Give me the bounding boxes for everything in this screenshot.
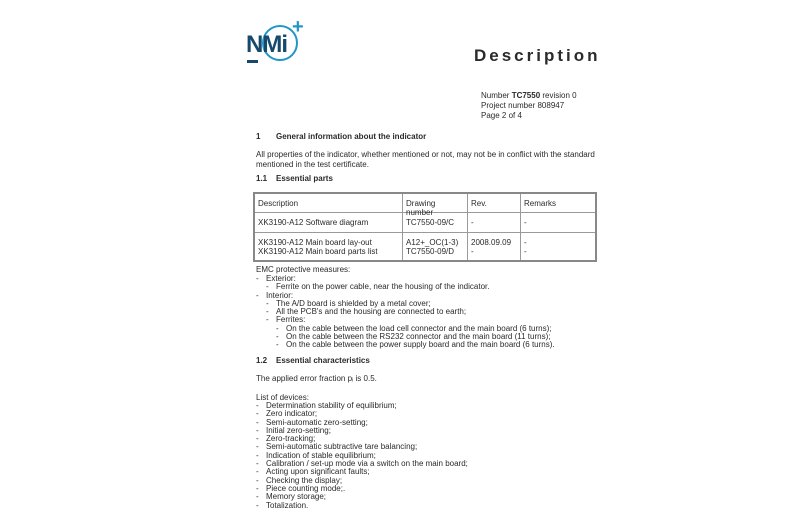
document-meta	[481, 91, 577, 121]
list-item-text: Initial zero-setting;	[266, 425, 331, 435]
list-bullet: -	[256, 434, 259, 444]
table-cell: TC7550-09/C	[403, 213, 468, 232]
list-bullet: -	[256, 425, 259, 435]
table-cell: XK3190-A12 Software diagram	[255, 213, 403, 232]
list-item-text: Checking the display;	[266, 475, 343, 485]
table-header: Remarks	[524, 199, 557, 208]
list-bullet: -	[256, 467, 259, 477]
logo-plus-icon: +	[292, 16, 304, 38]
list-bullet: -	[266, 315, 269, 325]
list-bullet: -	[256, 401, 259, 410]
list-item-text: On the cable between the load cell connector and the main board (6 turns);	[286, 323, 552, 333]
logo-text: NMi	[246, 31, 287, 58]
list-bullet: -	[266, 298, 269, 308]
list-bullet: -	[256, 492, 259, 502]
list-item-text: On the cable between the power supply board and the main board (6 turns).	[286, 340, 555, 350]
table-cell: 2008.09.09 -	[468, 233, 521, 260]
list-item-text: Semi-automatic subtractive tare balancing;	[266, 442, 418, 452]
table-row	[255, 213, 595, 233]
section-1-text: All properties of the indicator, whether mentioned or not, may not be in conflict with the standard mentioned in the test certificate.	[256, 150, 595, 169]
emc-measures-list	[256, 275, 555, 350]
table-cell: XK3190-A12 Main board lay-out XK3190-A12 Main board parts list	[255, 233, 403, 260]
nmi-logo	[244, 16, 308, 66]
list-item-text: Acting upon significant faults;	[266, 467, 370, 477]
essential-parts-table	[253, 192, 597, 262]
table-cell: -	[468, 213, 521, 232]
list-bullet: -	[256, 409, 259, 419]
list-item-text: Indication of stable equilibrium;	[266, 450, 376, 460]
list-bullet: -	[256, 500, 259, 510]
list-item-text: Interior:	[266, 290, 294, 300]
list-item-text: The A/D board is shielded by a metal cover;	[276, 298, 431, 308]
page-number: Page 2 of 4	[481, 111, 522, 120]
list-item-text: Calibration / set-up mode via a switch on the main board;	[266, 459, 468, 469]
section-1-heading: 1 General information about the indicator	[256, 132, 427, 141]
list-bullet: -	[276, 323, 279, 333]
list-bullet: -	[266, 282, 269, 292]
certificate-number: Number TC7550 revision 0	[481, 91, 577, 100]
devices-intro: List of devices:	[256, 393, 309, 402]
list-item-text: Piece counting mode;.	[266, 483, 346, 493]
table-cell: A12+_OC(1-3) TC7550-09/D	[403, 233, 468, 260]
emc-intro: EMC protective measures:	[256, 265, 351, 274]
table-row	[255, 233, 595, 260]
section-1-1-heading: 1.1 Essential parts	[256, 174, 333, 183]
list-bullet: -	[256, 417, 259, 427]
list-item-text: All the PCB's and the housing are connected to earth;	[276, 307, 467, 317]
list-item-text: Zero indicator;	[266, 409, 318, 419]
devices-list	[256, 402, 468, 510]
list-item-text: Zero-tracking;	[266, 434, 316, 444]
list-item-text: Semi-automatic zero-setting;	[266, 417, 368, 427]
list-bullet: -	[256, 450, 259, 460]
list-bullet: -	[266, 307, 269, 317]
table-header: Rev.	[468, 194, 521, 212]
emc-list-item	[256, 341, 555, 349]
page-title: Description	[474, 46, 601, 65]
section-1-2-heading: 1.2 Essential characteristics	[256, 356, 370, 365]
list-item-text: Ferrites:	[276, 315, 306, 325]
list-bullet: -	[256, 475, 259, 485]
table-header: Drawing number	[403, 194, 468, 212]
list-bullet: -	[276, 332, 279, 342]
list-bullet: -	[256, 290, 259, 300]
list-item-text: Memory storage;	[266, 492, 327, 502]
list-item-text: Ferrite on the power cable, near the housing of the indicator.	[276, 282, 490, 292]
error-fraction-text: The applied error fraction pᵢ is 0.5.	[256, 374, 377, 383]
list-bullet: -	[256, 483, 259, 493]
emc-list-item	[256, 283, 555, 291]
table-header-row	[255, 194, 595, 217]
logo-dash	[247, 60, 258, 63]
list-item-text: Totalization.	[266, 500, 309, 510]
list-item-text: On the cable between the RS232 connector and the main board (11 turns);	[286, 332, 551, 342]
list-item-text: Determination stability of equilibrium;	[266, 401, 397, 410]
table-header: Description	[255, 194, 403, 212]
list-item-text: Exterior:	[266, 274, 296, 283]
table-cell: -	[524, 218, 527, 227]
list-bullet: -	[256, 274, 259, 283]
list-bullet: -	[276, 340, 279, 350]
project-number: Project number 808947	[481, 101, 565, 110]
device-list-item	[256, 502, 468, 510]
list-bullet: -	[256, 442, 259, 452]
table-cell: - -	[524, 238, 527, 256]
list-bullet: -	[256, 459, 259, 469]
